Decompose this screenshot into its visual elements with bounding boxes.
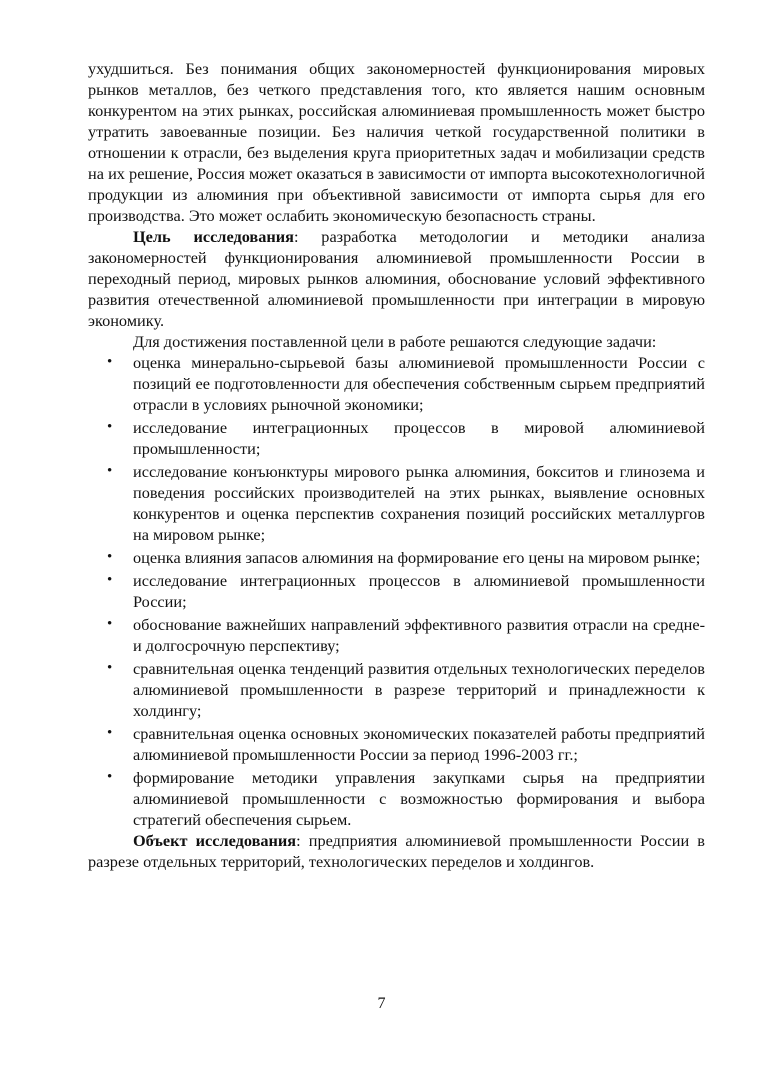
- object-paragraph: [88, 830, 705, 872]
- goal-label: Цель исследования: [133, 227, 294, 246]
- goal-text: : разработка методологии и методики анализа закономерностей функционирования алюминиевой промышленности России в переходный период, мировых рынков алюминия, обоснование условий эффективного развития отечественной алюминиевой промышленности при интеграции в мировую экономику.: [88, 227, 705, 330]
- tasks-intro-paragraph: Для достижения поставленной цели в работе решаются следующие задачи:: [133, 332, 657, 351]
- tasks-list: [88, 352, 705, 830]
- list-item: • исследование интеграционных процессов в мировой алюминиевой промышленности;: [133, 417, 705, 459]
- page-number: 7: [377, 995, 386, 1012]
- body-text: [88, 58, 705, 872]
- list-item: • сравнительная оценка тенденций развития отдельных технологических переделов алюминиевой промышленности в разрезе территорий и принадлежности к холдингу;: [133, 658, 705, 721]
- object-label: Объект исследования: [133, 831, 297, 850]
- object-text: : предприятия алюминиевой промышленности России в разрезе отдельных территорий, технологических переделов и холдингов.: [88, 831, 705, 871]
- list-item: • сравнительная оценка основных экономических показателей работы предприятий алюминиевой промышленности России за период 1996-2003 гг.;: [133, 723, 705, 765]
- intro-paragraph: ухудшиться. Без понимания общих закономерностей функционирования мировых рынков металлов, без четкого представления того, кто является нашим основным конкурентом на этих рынках, российская алюминиевая промышленность может быстро утратить завоеванные позиции. Без наличия четкой государственной политики в отношении к отрасли, без выделения круга приоритетных задач и мобилизации средств на их решение, Россия может оказаться в зависимости от импорта высокотехнологичной продукции из алюминия при объективной зависимости от импорта сырья для его производства. Это может ослабить экономическую безопасность страны.: [88, 59, 705, 225]
- list-item: • формирование методики управления закупками сырья на предприятии алюминиевой промышленности с возможностью формирования и выбора стратегий обеспечения сырьем.: [133, 767, 705, 830]
- goal-paragraph: [88, 226, 705, 331]
- list-item: • исследование конъюнктуры мирового рынка алюминия, бокситов и глинозема и поведения российских производителей на этих рынках, выявление основных конкурентов и оценка перспектив сохранения позиций российских металлургов на мировом рынке;: [133, 461, 705, 545]
- list-item: • исследование интеграционных процессов в алюминиевой промышленности России;: [133, 570, 705, 612]
- list-item: • оценка минерально-сырьевой базы алюминиевой промышленности России с позиций ее подготовленности для обеспечения собственным сырьем предприятий отрасли в условиях рыночной экономики;: [133, 352, 705, 415]
- list-item: • оценка влияния запасов алюминия на формирование его цены на мировом рынке;: [133, 547, 705, 568]
- list-item: • обоснование важнейших направлений эффективного развития отрасли на средне- и долгосрочную перспективу;: [133, 614, 705, 656]
